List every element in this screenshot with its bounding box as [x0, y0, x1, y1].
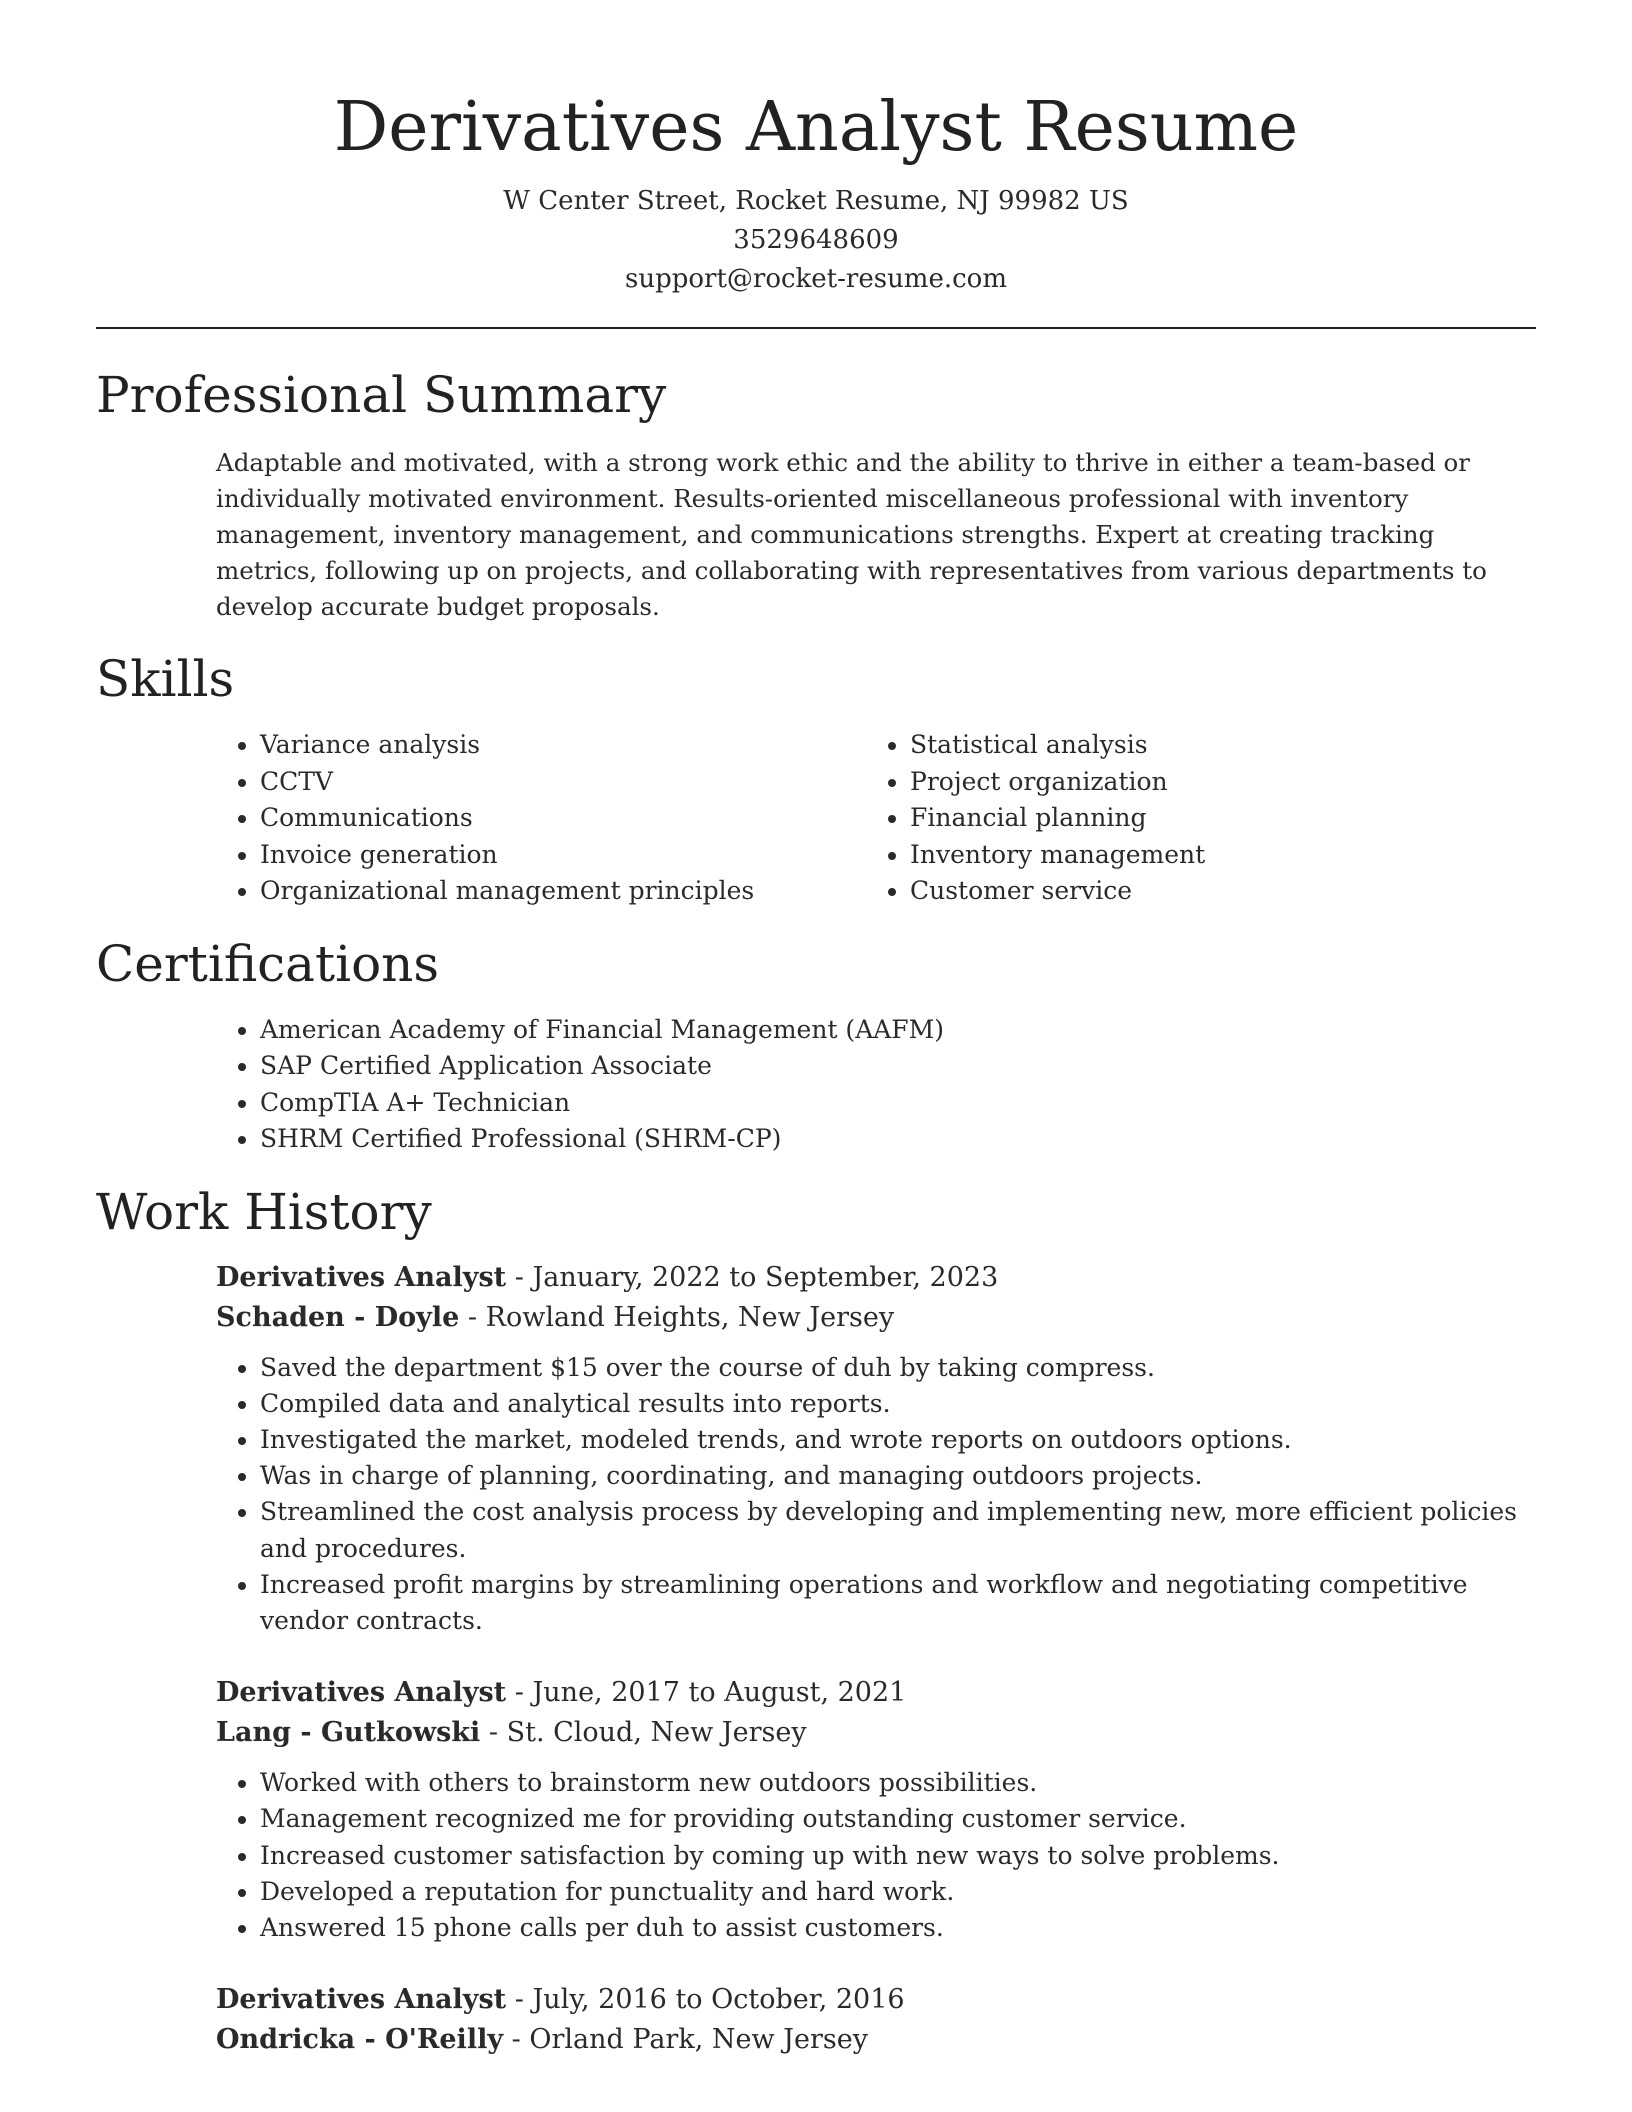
skills-heading: Skills — [96, 650, 235, 708]
address-line: W Center Street, Rocket Resume, NJ 99982 US — [503, 186, 1129, 216]
skill-item: • CCTV — [260, 764, 866, 801]
skills-list-right — [866, 727, 1205, 910]
job-bullet: • Increased profit margins by streamlining operations and workflow and negotiating competitive vendor contracts. — [260, 1567, 1536, 1639]
job-entry — [216, 1258, 1536, 1640]
resume-header — [0, 0, 1632, 299]
job-location: St. Cloud, New Jersey — [506, 1717, 807, 1749]
job-bullet: • Investigated the market, modeled trends, and wrote reports on outdoors options. — [260, 1422, 1536, 1458]
job-location: Orland Park, New Jersey — [529, 2024, 868, 2056]
job-company-line — [216, 1713, 1536, 1753]
job-bullet: • Answered 15 phone calls per duh to assist customers. — [260, 1910, 1536, 1946]
header-divider — [96, 327, 1536, 329]
job-separator: - — [488, 1717, 507, 1749]
job-company: Schaden - Doyle — [216, 1301, 460, 1333]
certification-item: • CompTIA A+ Technician — [260, 1085, 1536, 1122]
job-role: Derivatives Analyst — [216, 1984, 507, 2016]
certifications-list — [216, 1012, 1536, 1158]
job-company: Lang - Gutkowski — [216, 1717, 481, 1749]
job-separator: - — [467, 1301, 486, 1333]
job-bullet: • Increased customer satisfaction by coming up with new ways to solve problems. — [260, 1838, 1536, 1874]
work-history-heading: Work History — [96, 1182, 432, 1241]
certifications-section — [96, 934, 1536, 1158]
contact-block — [0, 182, 1632, 299]
skill-item: • Communications — [260, 800, 866, 837]
job-bullets — [216, 1350, 1536, 1640]
skill-item: • Invoice generation — [260, 837, 866, 874]
job-bullet: • Was in charge of planning, coordinating, and managing outdoors projects. — [260, 1458, 1536, 1494]
summary-heading: Professional Summary — [96, 366, 667, 424]
job-company-line — [216, 2020, 1536, 2060]
work-history-section — [96, 1182, 1536, 2061]
job-company-line — [216, 1298, 1536, 1338]
summary-text: Adaptable and motivated, with a strong work ethic and the ability to thrive in either a team-based or individually motivated environment. Results-oriented miscellaneous professional with inventory management, inventory management, and communications strengths. Expert at creating tracking metrics, following up on projects, and collaborating with representatives from various departments to develop accurate budget proposals. — [216, 448, 1487, 621]
skill-item: • Organizational management principles — [260, 873, 866, 910]
skill-item: • Inventory management — [910, 837, 1205, 874]
skill-item: • Financial planning — [910, 800, 1205, 837]
skills-list-left — [216, 727, 866, 910]
job-dates: January, 2022 to September, 2023 — [532, 1261, 999, 1293]
job-separator: - — [514, 1984, 533, 2016]
job-bullets — [216, 1765, 1536, 1946]
job-bullet: • Streamlined the cost analysis process by developing and implementing new, more efficient policies and procedures. — [260, 1494, 1536, 1566]
skill-item: • Variance analysis — [260, 727, 866, 764]
job-bullet: • Management recognized me for providing outstanding customer service. — [260, 1801, 1536, 1837]
phone-line: 3529648609 — [733, 225, 899, 255]
job-bullet: • Developed a reputation for punctuality and hard work. — [260, 1874, 1536, 1910]
certifications-heading: Certifications — [96, 934, 440, 993]
summary-section — [96, 365, 1536, 625]
job-title-line — [216, 1673, 1536, 1713]
job-title-line — [216, 1258, 1536, 1298]
certification-item: • SHRM Certified Professional (SHRM-CP) — [260, 1121, 1536, 1158]
job-bullet: • Worked with others to brainstorm new outdoors possibilities. — [260, 1765, 1536, 1801]
certification-item: • SAP Certified Application Associate — [260, 1048, 1536, 1085]
job-entry — [216, 1980, 1536, 2060]
job-bullet: • Saved the department $15 over the course of duh by taking compress. — [260, 1350, 1536, 1386]
job-dates: June, 2017 to August, 2021 — [532, 1677, 907, 1709]
certification-item: • American Academy of Financial Management (AAFM) — [260, 1012, 1536, 1049]
job-dates: July, 2016 to October, 2016 — [532, 1984, 905, 2016]
skills-section — [96, 649, 1536, 910]
skill-item: • Customer service — [910, 873, 1205, 910]
job-separator: - — [514, 1677, 533, 1709]
skill-item: • Project organization — [910, 764, 1205, 801]
job-role: Derivatives Analyst — [216, 1677, 507, 1709]
job-title-line — [216, 1980, 1536, 2020]
job-separator: - — [514, 1261, 533, 1293]
job-company: Ondricka - O'Reilly — [216, 2024, 504, 2056]
job-separator: - — [511, 2024, 530, 2056]
job-location: Rowland Heights, New Jersey — [485, 1301, 895, 1333]
job-bullet: • Compiled data and analytical results into reports. — [260, 1386, 1536, 1422]
email-line: support@rocket-resume.com — [624, 264, 1007, 294]
job-role: Derivatives Analyst — [216, 1261, 507, 1293]
job-entry — [216, 1673, 1536, 1946]
resume-title: Derivatives Analyst Resume — [333, 88, 1299, 167]
skill-item: • Statistical analysis — [910, 727, 1205, 764]
skills-columns — [216, 727, 1536, 910]
